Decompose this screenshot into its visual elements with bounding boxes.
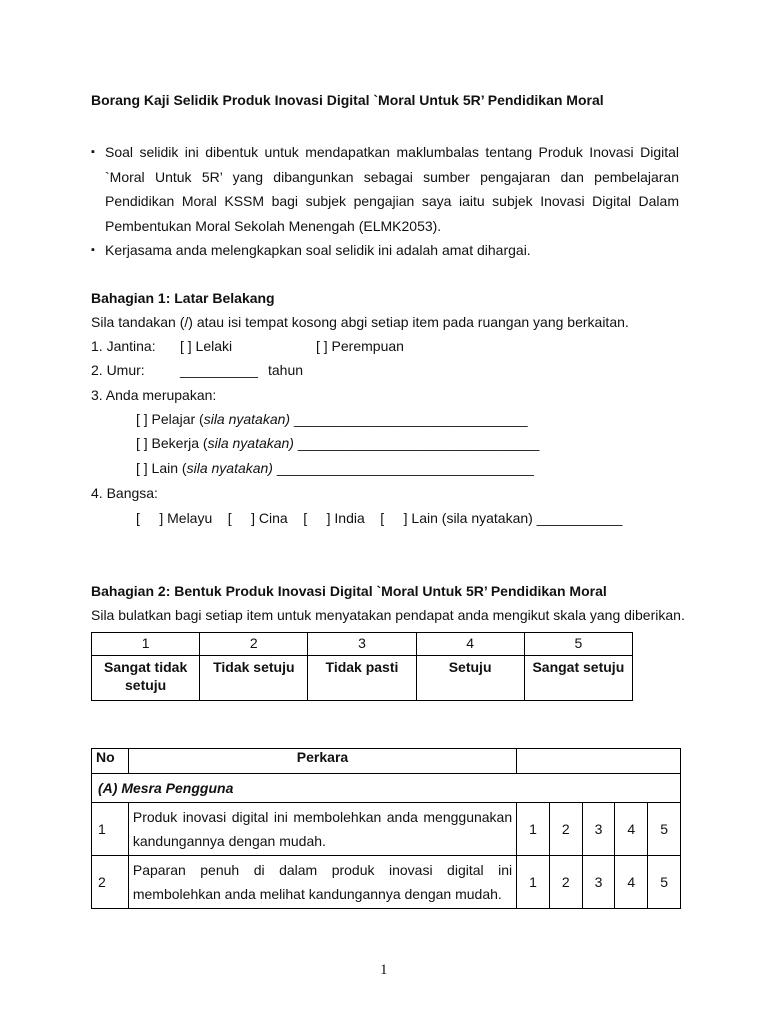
questionnaire-items-table xyxy=(91,748,681,909)
row-1-score-4[interactable]: 4 xyxy=(615,803,648,856)
row-1-score-5[interactable]: 5 xyxy=(648,803,681,856)
scale-label-1: Sangat tidak setuju xyxy=(92,656,200,701)
section2-heading: Bahagian 2: Bentuk Produk Inovasi Digital `Moral Untuk 5R’ Pendidikan Moral xyxy=(91,583,607,599)
q3-option-lain[interactable] xyxy=(136,460,534,476)
table-row xyxy=(92,856,681,909)
scale-num-2: 2 xyxy=(200,633,308,656)
scale-num-3: 3 xyxy=(308,633,416,656)
header-scores xyxy=(517,749,681,774)
page-number: 1 xyxy=(380,962,388,978)
row-2-score-1[interactable]: 1 xyxy=(517,856,550,909)
row-1-text: Produk inovasi digital ini membolehkan anda menggunakan kandungannya dengan mudah. xyxy=(128,803,516,856)
section2-instruction: Sila bulatkan bagi setiap item untuk menyatakan pendapat anda mengikut skala yang diberikan. xyxy=(91,607,685,623)
header-perkara: Perkara xyxy=(128,749,516,774)
q3-option-pelajar-text: [ ] Pelajar ( xyxy=(136,411,204,427)
scale-label-3: Tidak pasti xyxy=(308,656,416,701)
q1-label: 1. Jantina: xyxy=(91,338,156,354)
q3-label: 3. Anda merupakan: xyxy=(91,387,217,403)
row-2-score-5[interactable]: 5 xyxy=(648,856,681,909)
header-no: No xyxy=(92,749,129,774)
intro-bullet-2: ▪ Kerjasama anda melengkapkan soal selidik ini adalah amat dihargai. xyxy=(91,238,679,263)
q3-option-lain-text: [ ] Lain ( xyxy=(136,460,187,476)
q2-age-blank[interactable]: __________ xyxy=(180,362,258,378)
q2-label: 2. Umur: xyxy=(91,362,145,378)
q1-option-perempuan[interactable]: [ ] Perempuan xyxy=(316,338,404,354)
scale-label-2: Tidak setuju xyxy=(200,656,308,701)
scale-label-4: Setuju xyxy=(416,656,524,701)
q3-option-pelajar-hint: sila nyatakan) xyxy=(203,411,291,427)
q3-option-bekerja[interactable] xyxy=(136,435,539,451)
category-mesra-pengguna: (A) Mesra Pengguna xyxy=(92,774,681,803)
row-1-no: 1 xyxy=(92,803,129,856)
row-2-score-2[interactable]: 2 xyxy=(549,856,582,909)
scale-num-1: 1 xyxy=(92,633,200,656)
q3-option-bekerja-blank: _______________________________ xyxy=(293,435,540,451)
row-2-score-3[interactable]: 3 xyxy=(582,856,615,909)
q3-option-bekerja-text: [ ] Bekerja ( xyxy=(136,435,208,451)
q4-label: 4. Bangsa: xyxy=(91,485,158,501)
row-2-no: 2 xyxy=(92,856,129,909)
section1-heading: Bahagian 1: Latar Belakang xyxy=(91,290,275,306)
q3-option-bekerja-hint: sila nyatakan) xyxy=(207,435,294,451)
q4-options[interactable]: [ ] Melayu [ ] Cina [ ] India [ ] Lain (sila nyatakan) ___________ xyxy=(136,510,623,526)
scale-num-5: 5 xyxy=(524,633,632,656)
q3-option-lain-blank: _________________________________ xyxy=(272,460,534,476)
table-row xyxy=(92,803,681,856)
q1-option-lelaki[interactable]: [ ] Lelaki xyxy=(180,338,233,354)
row-2-text: Paparan penuh di dalam produk inovasi digital ini membolehkan anda melihat kandungannya dengan mudah. xyxy=(128,856,516,909)
scale-num-4: 4 xyxy=(416,633,524,656)
form-title: Borang Kaji Selidik Produk Inovasi Digital `Moral Untuk 5R’ Pendidikan Moral xyxy=(91,92,604,108)
row-2-score-4[interactable]: 4 xyxy=(615,856,648,909)
intro-bullets xyxy=(91,140,679,263)
row-1-score-2[interactable]: 2 xyxy=(549,803,582,856)
section1-instruction: Sila tandakan (/) atau isi tempat kosong abgi setiap item pada ruangan yang berkaitan. xyxy=(91,314,629,330)
scale-label-5: Sangat setuju xyxy=(524,656,632,701)
rating-scale-table xyxy=(91,632,633,701)
q3-option-pelajar-blank: ______________________________ xyxy=(290,411,528,427)
row-1-score-1[interactable]: 1 xyxy=(517,803,550,856)
row-1-score-3[interactable]: 3 xyxy=(582,803,615,856)
q2-unit: tahun xyxy=(268,362,304,378)
q3-option-lain-hint: sila nyatakan) xyxy=(186,460,273,476)
q3-option-pelajar[interactable] xyxy=(136,411,528,427)
intro-bullet-1: ▪ Soal selidik ini dibentuk untuk mendapatkan maklumbalas tentang Produk Inovasi Digital `Moral Untuk 5R’ yang dibangunkan sebagai sumber pengajaran dan pembelajaran Pendidikan Moral KSSM bagi subjek pengajian saya iaitu subjek Inovasi Digital Dalam Pembentukan Moral Sekolah Menengah (ELMK2053). xyxy=(91,140,679,238)
